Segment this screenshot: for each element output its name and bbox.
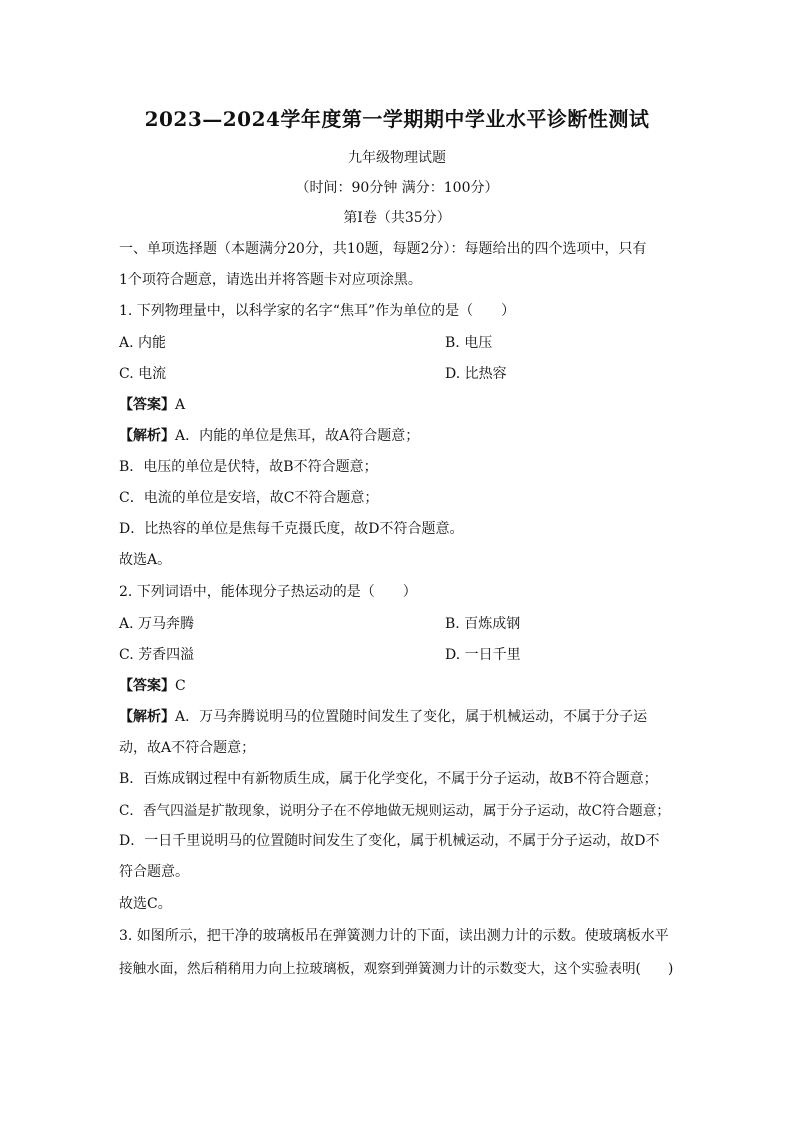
q2-analysis-d-cont: 符合题意。 [119, 864, 189, 880]
page-title: 2023—2024学年度第一学期期中学业水平诊断性测试 [144, 107, 650, 131]
q1-option-a: A. 内能 [119, 335, 167, 351]
analysis-text: A．内能的单位是焦耳，故A符合题意； [175, 428, 420, 444]
answer-value: A [175, 397, 186, 413]
q2-option-b: B. 百炼成钢 [445, 616, 521, 632]
analysis-label: 【解析】 [119, 709, 175, 725]
q1-conclusion: 故选A。 [119, 552, 172, 568]
section-instruction-cont: 1个项符合题意，请选出并将答题卡对应项涂黑。 [119, 272, 422, 288]
q2-stem: 2. 下列词语中，能体现分子热运动的是（ ） [119, 584, 417, 600]
q3-stem-cont: 接触水面，然后稍稍用力向上拉玻璃板，观察到弹簧测力计的示数变大，这个实验表明( ) [119, 961, 674, 977]
q1-analysis-d: D．比热容的单位是焦每千克摄氏度，故D不符合题意。 [119, 521, 464, 537]
q2-analysis-b: B．百炼成钢过程中有新物质生成，属于化学变化，不属于分子运动，故B不符合题意； [119, 771, 658, 787]
q2-conclusion: 故选C。 [119, 896, 172, 912]
q2-analysis [119, 706, 647, 726]
q2-option-c: C. 芳香四溢 [119, 647, 195, 663]
q1-analysis [119, 425, 419, 445]
answer-label: 【答案】 [119, 678, 175, 694]
q2-analysis-a-cont: 动，故A不符合题意； [119, 740, 256, 756]
answer-label: 【答案】 [119, 397, 175, 413]
analysis-text: A．万马奔腾说明马的位置随时间发生了变化，属于机械运动，不属于分子运 [175, 709, 648, 725]
q2-analysis-c: C．香气四溢是扩散现象，说明分子在不停地做无规则运动，属于分子运动，故C符合题意； [119, 803, 670, 819]
q2-option-d: D. 一日千里 [445, 647, 521, 663]
q2-analysis-d: D．一日千里说明马的位置随时间发生了变化，属于机械运动，不属于分子运动，故D不 [119, 833, 660, 849]
q1-option-c: C. 电流 [119, 366, 167, 382]
q3-stem: 3. 如图所示，把干净的玻璃板吊在弹簧测力计的下面，读出测力计的示数。使玻璃板水平 [119, 928, 669, 944]
q1-option-b: B. 电压 [445, 335, 493, 351]
q2-option-a: A. 万马奔腾 [119, 616, 195, 632]
q1-stem: 1. 下列物理量中，以科学家的名字“焦耳”作为单位的是（ ） [119, 303, 516, 319]
q2-answer [119, 675, 186, 695]
section-instruction: 一、单项选择题（本题满分20分，共10题，每题2分）：每题给出的四个选项中，只有 [119, 241, 647, 257]
analysis-label: 【解析】 [119, 428, 175, 444]
q1-analysis-b: B．电压的单位是伏特，故B不符合题意； [119, 459, 378, 475]
q1-answer [119, 394, 185, 414]
volume-heading: 第Ⅰ卷（共35分） [343, 210, 451, 226]
time-info: （时间：90分钟 满分：100分） [295, 180, 499, 196]
q1-option-d: D. 比热容 [445, 366, 507, 382]
subtitle: 九年级物理试题 [348, 150, 446, 166]
q1-analysis-c: C．电流的单位是安培，故C不符合题意； [119, 490, 379, 506]
answer-value: C [175, 678, 186, 694]
